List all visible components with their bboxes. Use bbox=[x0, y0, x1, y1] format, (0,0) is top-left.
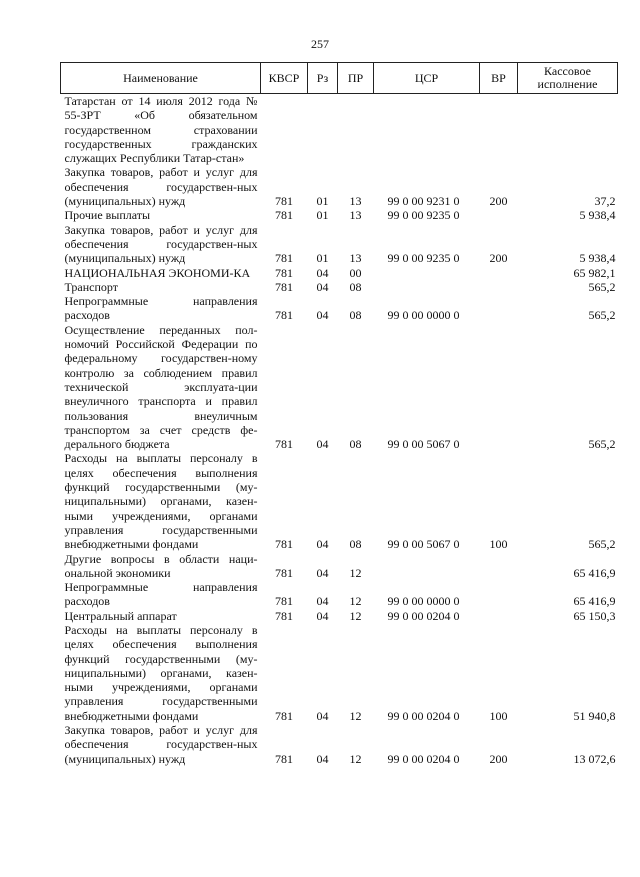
header-name: Наименование bbox=[61, 63, 261, 94]
table-header bbox=[61, 63, 618, 94]
table-row bbox=[61, 723, 618, 766]
row-rz-cell: 04 bbox=[316, 751, 329, 766]
row-pr-cell: 08 bbox=[349, 279, 362, 294]
row-pr-cell: 12 bbox=[349, 708, 362, 723]
row-sum-cell: 565,2 bbox=[588, 308, 616, 323]
row-rz-cell: 04 bbox=[316, 608, 329, 623]
table-row bbox=[61, 323, 618, 452]
row-vr-cell bbox=[480, 94, 518, 166]
table-row bbox=[61, 280, 618, 294]
header-rz: Рз bbox=[308, 63, 338, 94]
header-sum: Кассовое исполнение bbox=[518, 63, 618, 94]
header-pr: ПР bbox=[338, 63, 374, 94]
table-row bbox=[61, 266, 618, 280]
table-row bbox=[61, 609, 618, 623]
row-vr-cell bbox=[480, 323, 518, 452]
row-vr-cell: 100 bbox=[489, 537, 508, 552]
header-csr: ЦСР bbox=[374, 63, 480, 94]
row-kvsr-cell: 781 bbox=[275, 308, 293, 323]
row-vr-cell: 100 bbox=[489, 708, 508, 723]
row-pr-cell: 13 bbox=[349, 251, 362, 266]
table-row bbox=[61, 223, 618, 266]
row-csr-cell bbox=[374, 552, 480, 581]
row-sum-cell: 51 940,8 bbox=[573, 708, 616, 723]
row-kvsr-cell: 781 bbox=[275, 565, 293, 580]
page-number: 257 bbox=[311, 37, 329, 51]
table-row bbox=[61, 208, 618, 222]
row-pr-cell: 12 bbox=[349, 594, 362, 609]
row-kvsr-cell: 781 bbox=[275, 751, 293, 766]
row-csr-cell: 99 0 00 0000 0 bbox=[387, 594, 460, 609]
row-pr-cell: 08 bbox=[349, 308, 362, 323]
row-rz-cell: 04 bbox=[316, 279, 329, 294]
row-kvsr-cell: 781 bbox=[275, 594, 293, 609]
row-csr-cell: 99 0 00 9235 0 bbox=[387, 251, 460, 266]
row-name-cell: Расходы на выплаты персоналу в целях обеспечения выполнения функций государственными (му-ниципальными) органами, казен-ными учреждениями, органами управления государственными внебюджетными фондами bbox=[64, 451, 258, 552]
row-pr-cell: 13 bbox=[349, 194, 362, 209]
row-vr-cell bbox=[480, 294, 518, 323]
row-rz-cell: 01 bbox=[316, 208, 329, 223]
row-vr-cell bbox=[480, 609, 518, 623]
row-rz-cell: 04 bbox=[316, 437, 329, 452]
row-name-cell: Прочие выплаты bbox=[64, 208, 151, 223]
row-rz-cell: 04 bbox=[316, 308, 329, 323]
row-name-cell: Другие вопросы в области наци-ональной экономики bbox=[64, 551, 258, 580]
row-rz-cell bbox=[308, 94, 338, 166]
row-name-cell: Непрограммные направления расходов bbox=[64, 580, 258, 609]
row-name-cell: Центральный аппарат bbox=[64, 608, 177, 623]
row-csr-cell: 99 0 00 0204 0 bbox=[387, 708, 460, 723]
row-name-cell: Закупка товаров, работ и услуг для обеспечения государствен-ных (муниципальных) нужд bbox=[64, 723, 258, 766]
row-kvsr-cell: 781 bbox=[275, 708, 293, 723]
row-kvsr-cell: 781 bbox=[275, 194, 293, 209]
row-sum-cell: 565,2 bbox=[588, 537, 616, 552]
row-kvsr-cell bbox=[261, 94, 308, 166]
row-name-cell: Непрограммные направления расходов bbox=[64, 294, 258, 323]
row-sum-cell: 5 938,4 bbox=[579, 208, 616, 223]
row-csr-cell: 99 0 00 5067 0 bbox=[387, 537, 460, 552]
row-kvsr-cell: 781 bbox=[275, 279, 293, 294]
row-pr-cell: 08 bbox=[349, 437, 362, 452]
row-pr-cell: 12 bbox=[349, 565, 362, 580]
row-sum-cell: 37,2 bbox=[594, 194, 616, 209]
table-row bbox=[61, 294, 618, 323]
row-vr-cell: 200 bbox=[489, 251, 508, 266]
row-name-cell: Закупка товаров, работ и услуг для обеспечения государствен-ных (муниципальных) нужд bbox=[64, 165, 258, 209]
row-rz-cell: 04 bbox=[316, 708, 329, 723]
row-vr-cell: 200 bbox=[489, 194, 508, 209]
row-kvsr-cell: 781 bbox=[275, 608, 293, 623]
row-rz-cell: 01 bbox=[316, 251, 329, 266]
row-csr-cell: 99 0 00 9235 0 bbox=[387, 208, 460, 223]
row-sum-cell: 565,2 bbox=[588, 279, 616, 294]
row-pr-cell: 12 bbox=[349, 608, 362, 623]
row-kvsr-cell: 781 bbox=[275, 208, 293, 223]
header-vr: ВР bbox=[480, 63, 518, 94]
row-pr-cell: 00 bbox=[349, 265, 362, 280]
row-rz-cell: 04 bbox=[316, 265, 329, 280]
row-pr-cell: 12 bbox=[349, 751, 362, 766]
row-sum-cell: 65 982,1 bbox=[573, 265, 616, 280]
row-vr-cell bbox=[480, 580, 518, 609]
table-row bbox=[61, 580, 618, 609]
row-rz-cell: 04 bbox=[316, 537, 329, 552]
header-kvsr: КВСР bbox=[261, 63, 308, 94]
row-sum-cell: 65 150,3 bbox=[573, 608, 616, 623]
row-kvsr-cell: 781 bbox=[275, 437, 293, 452]
row-name-cell: Закупка товаров, работ и услуг для обеспечения государствен-ных (муниципальных) нужд bbox=[64, 222, 258, 266]
row-csr-cell: 99 0 00 0204 0 bbox=[387, 751, 460, 766]
row-vr-cell: 200 bbox=[489, 751, 508, 766]
row-name-cell: НАЦИОНАЛЬНАЯ ЭКОНОМИ-КА bbox=[64, 265, 251, 280]
table-row bbox=[61, 623, 618, 723]
row-name-cell: Татарстан от 14 июля 2012 года № 55-ЗРТ «Об обязательном государственном страховании государственных гражданских служащих Республики Татар-стан» bbox=[64, 94, 258, 166]
row-sum-cell bbox=[518, 94, 618, 166]
row-rz-cell: 04 bbox=[316, 565, 329, 580]
row-rz-cell: 04 bbox=[316, 594, 329, 609]
row-kvsr-cell: 781 bbox=[275, 537, 293, 552]
table-row bbox=[61, 552, 618, 581]
row-kvsr-cell: 781 bbox=[275, 251, 293, 266]
row-vr-cell bbox=[480, 266, 518, 280]
row-csr-cell: 99 0 00 9231 0 bbox=[387, 194, 460, 209]
table-row bbox=[61, 451, 618, 551]
row-rz-cell: 01 bbox=[316, 194, 329, 209]
row-csr-cell bbox=[374, 280, 480, 294]
row-pr-cell: 13 bbox=[349, 208, 362, 223]
row-sum-cell: 13 072,6 bbox=[573, 751, 616, 766]
row-csr-cell: 99 0 00 0204 0 bbox=[387, 608, 460, 623]
row-sum-cell: 65 416,9 bbox=[573, 565, 616, 580]
row-name-cell: Расходы на выплаты персоналу в целях обеспечения выполнения функций государственными (му-ниципальными) органами, казен-ными учреждениями, органами управления государственными внебюджетными фондами bbox=[64, 622, 258, 723]
table-row bbox=[61, 94, 618, 166]
row-csr-cell bbox=[374, 266, 480, 280]
row-pr-cell: 08 bbox=[349, 537, 362, 552]
row-csr-cell bbox=[374, 94, 480, 166]
table-row bbox=[61, 165, 618, 208]
row-pr-cell bbox=[338, 94, 374, 166]
row-name-cell: Осуществление переданных пол-номочий Российской Федерации по федеральному государствен-ному контролю за соблюдением правил технической эксплуата-ции внеуличного транспорта и правил пользования внеуличным транспортом за счет средств фе-дерального бюджета bbox=[64, 322, 258, 452]
row-kvsr-cell: 781 bbox=[275, 265, 293, 280]
row-sum-cell: 5 938,4 bbox=[579, 251, 616, 266]
row-csr-cell: 99 0 00 0000 0 bbox=[387, 308, 460, 323]
budget-table bbox=[60, 62, 618, 766]
row-vr-cell bbox=[480, 552, 518, 581]
row-csr-cell: 99 0 00 5067 0 bbox=[387, 437, 460, 452]
table-body bbox=[61, 94, 618, 766]
row-name-cell: Транспорт bbox=[64, 279, 118, 294]
row-vr-cell bbox=[480, 280, 518, 294]
row-vr-cell bbox=[480, 208, 518, 222]
row-sum-cell: 65 416,9 bbox=[573, 594, 616, 609]
row-sum-cell: 565,2 bbox=[588, 437, 616, 452]
